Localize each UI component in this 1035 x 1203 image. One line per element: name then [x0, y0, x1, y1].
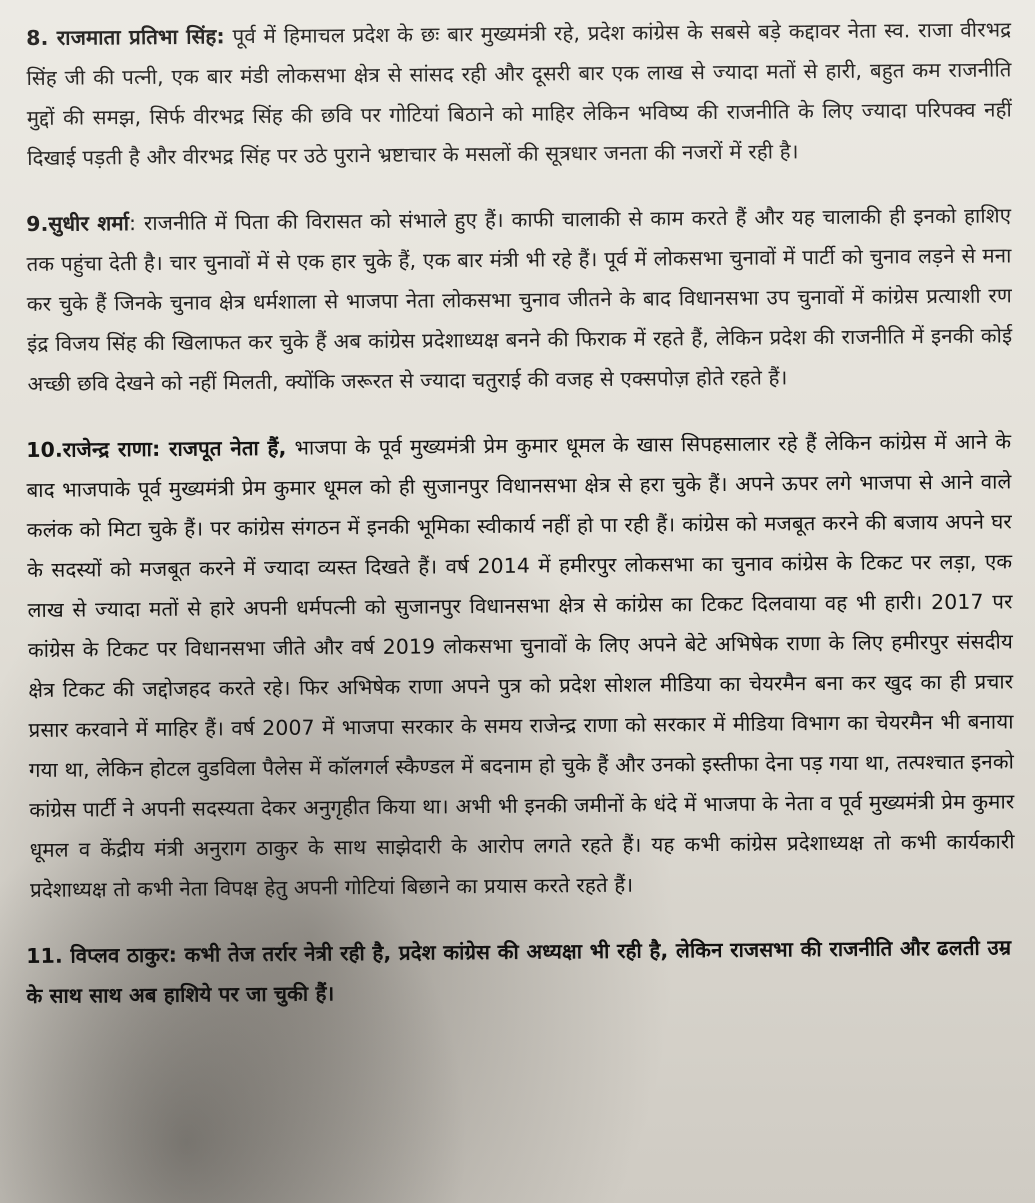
paragraph-viplav-thakur	[26, 927, 1012, 1016]
document-content	[26, 17, 1015, 1042]
paragraph-body: : राजनीति में पिता की विरासत को संभाले हुए हैं। काफी चालाकी से काम करते हैं और यह चालाकी ही इनको हाशिए तक पहुंचा देती है। चार चुनावों में से एक हार चुके हैं, एक बार मंत्री भी रहे हैं। पूर्व में लोकसभा चुनावों में पार्टी को चुनाव लड़ने से मना कर चुके हैं जिनके चुनाव क्षेत्र धर्मशाला से भाजपा नेता लोकसभा चुनाव जीतने के बाद विधानसभा उप चुनावों में कांग्रेस प्रत्याशी रण इंद्र विजय सिंह की खिलाफत कर चुके हैं अब कांग्रेस प्रदेशाध्यक्ष बनने की फिराक में रहते हैं, लेकिन प्रदेश की राजनीति में इनकी कोई अच्छी छवि देखने को नहीं मिलती, क्योंकि जरूरत से ज्यादा चतुराई की वजह से एक्सपोज़ होते रहते हैं।	[26, 203, 1013, 396]
paragraph-rajendra-rana	[26, 421, 1015, 910]
paragraph-pratibha-singh	[26, 9, 1012, 178]
paragraph-heading: 8. राजमाता प्रतिभा सिंह:	[26, 24, 225, 50]
paragraph-heading: 9.सुधीर शर्मा	[26, 211, 130, 236]
paragraph-lead: कभी तेज तर्रार नेत्री रही है, प्रदेश कांग्रेस की अध्यक्षा भी रही है, लेकिन राजसभा की राजनीति और ढलती उम्र के साथ साथ अब हाशिये पर जा चुकी हैं।	[26, 935, 1012, 1008]
paragraph-heading: 11. विप्लव ठाकुर:	[26, 942, 178, 968]
paragraph-heading: 10.राजेन्द्र राणा:	[26, 436, 161, 462]
paragraph-body: भाजपा के पूर्व मुख्यमंत्री प्रेम कुमार धूमल के खास सिपहसालार रहे हैं लेकिन कांग्रेस में आने के बाद भाजपाके पूर्व मुख्यमंत्री प्रेम कुमार धूमल को ही सुजानपुर विधानसभा क्षेत्र से हरा चुके हैं। अपने ऊपर लगे भाजपा से आने वाले कलंक को मिटा चुके हैं। पर कांग्रेस संगठन में इनकी भूमिका स्वीकार्य नहीं हो पा रही हैं। कांग्रेस को मजबूत करने की बजाय अपने घर के सदस्यों को मजबूत करने में ज्यादा व्यस्त दिखते हैं। वर्ष 2014 में हमीरपुर लोकसभा का चुनाव कांग्रेस के टिकट पर लड़ा, एक लाख से ज्यादा मतों से हारे अपनी धर्मपत्नी को सुजानपुर विधानसभा क्षेत्र से कांग्रेस का टिकट दिलवाया वह भी हारी। 2017 पर कांग्रेस के टिकट पर विधानसभा जीते और वर्ष 2019 लोकसभा चुनावों के लिए अपने बेटे अभिषेक राणा के लिए हमीरपुर संसदीय क्षेत्र टिकट की जद्दोजहद करते रहे। फिर अभिषेक राणा अपने पुत्र को प्रदेश सोशल मीडिया का चेयरमैन बना कर खुद का ही प्रचार प्रसार करवाने में माहिर हैं। वर्ष 2007 में भाजपा सरकार के समय राजेन्द्र राणा को सरकार में मीडिया विभाग का चेयरमैन भी बनाया गया था, लेकिन होटल वुडविला पैलेस में कॉलगर्ल स्कैण्डल में बदनाम हो चुके हैं और उनको इस्तीफा देना पड़ गया था, तत्पश्चात इनको कांग्रेस पार्टी ने अपनी सदस्यता देकर अनुगृहीत किया था। अभी भी इनकी जमीनों के धंदे में भाजपा के नेता व पूर्व मुख्यमंत्री प्रेम कुमार धूमल व केंद्रीय मंत्री अनुराग ठाकुर के साथ साझेदारी के आरोप लगते रहते हैं। यह कभी कांग्रेस प्रदेशाध्यक्ष तो कभी कार्यकारी प्रदेशाध्यक्ष तो कभी नेता विपक्ष हेतु अपनी गोटियां बिछाने का प्रयास करते रहते हैं।	[26, 429, 1015, 902]
paragraph-sudhir-sharma	[26, 195, 1013, 404]
paragraph-body: पूर्व में हिमाचल प्रदेश के छः बार मुख्यमंत्री रहे, प्रदेश कांग्रेस के सबसे बड़े कद्दावर नेता स्व. राजा वीरभद्र सिंह जी की पत्नी, एक बार मंडी लोकसभा क्षेत्र से सांसद रही और दूसरी बार एक लाख से ज्यादा मतों से हारी, बहुत कम राजनीति मुद्दों की समझ, सिर्फ वीरभद्र सिंह की छवि पर गोटियां बिठाने को माहिर लेकिन भविष्य की राजनीति के लिए ज्यादा परिपक्व नहीं दिखाई पड़ती है और वीरभद्र सिंह पर उठे पुराने भ्रष्टाचार के मसलों की सूत्रधार जनता की नजरों में रही है।	[26, 17, 1012, 170]
paragraph-lead: राजपूत नेता हैं,	[160, 435, 287, 461]
